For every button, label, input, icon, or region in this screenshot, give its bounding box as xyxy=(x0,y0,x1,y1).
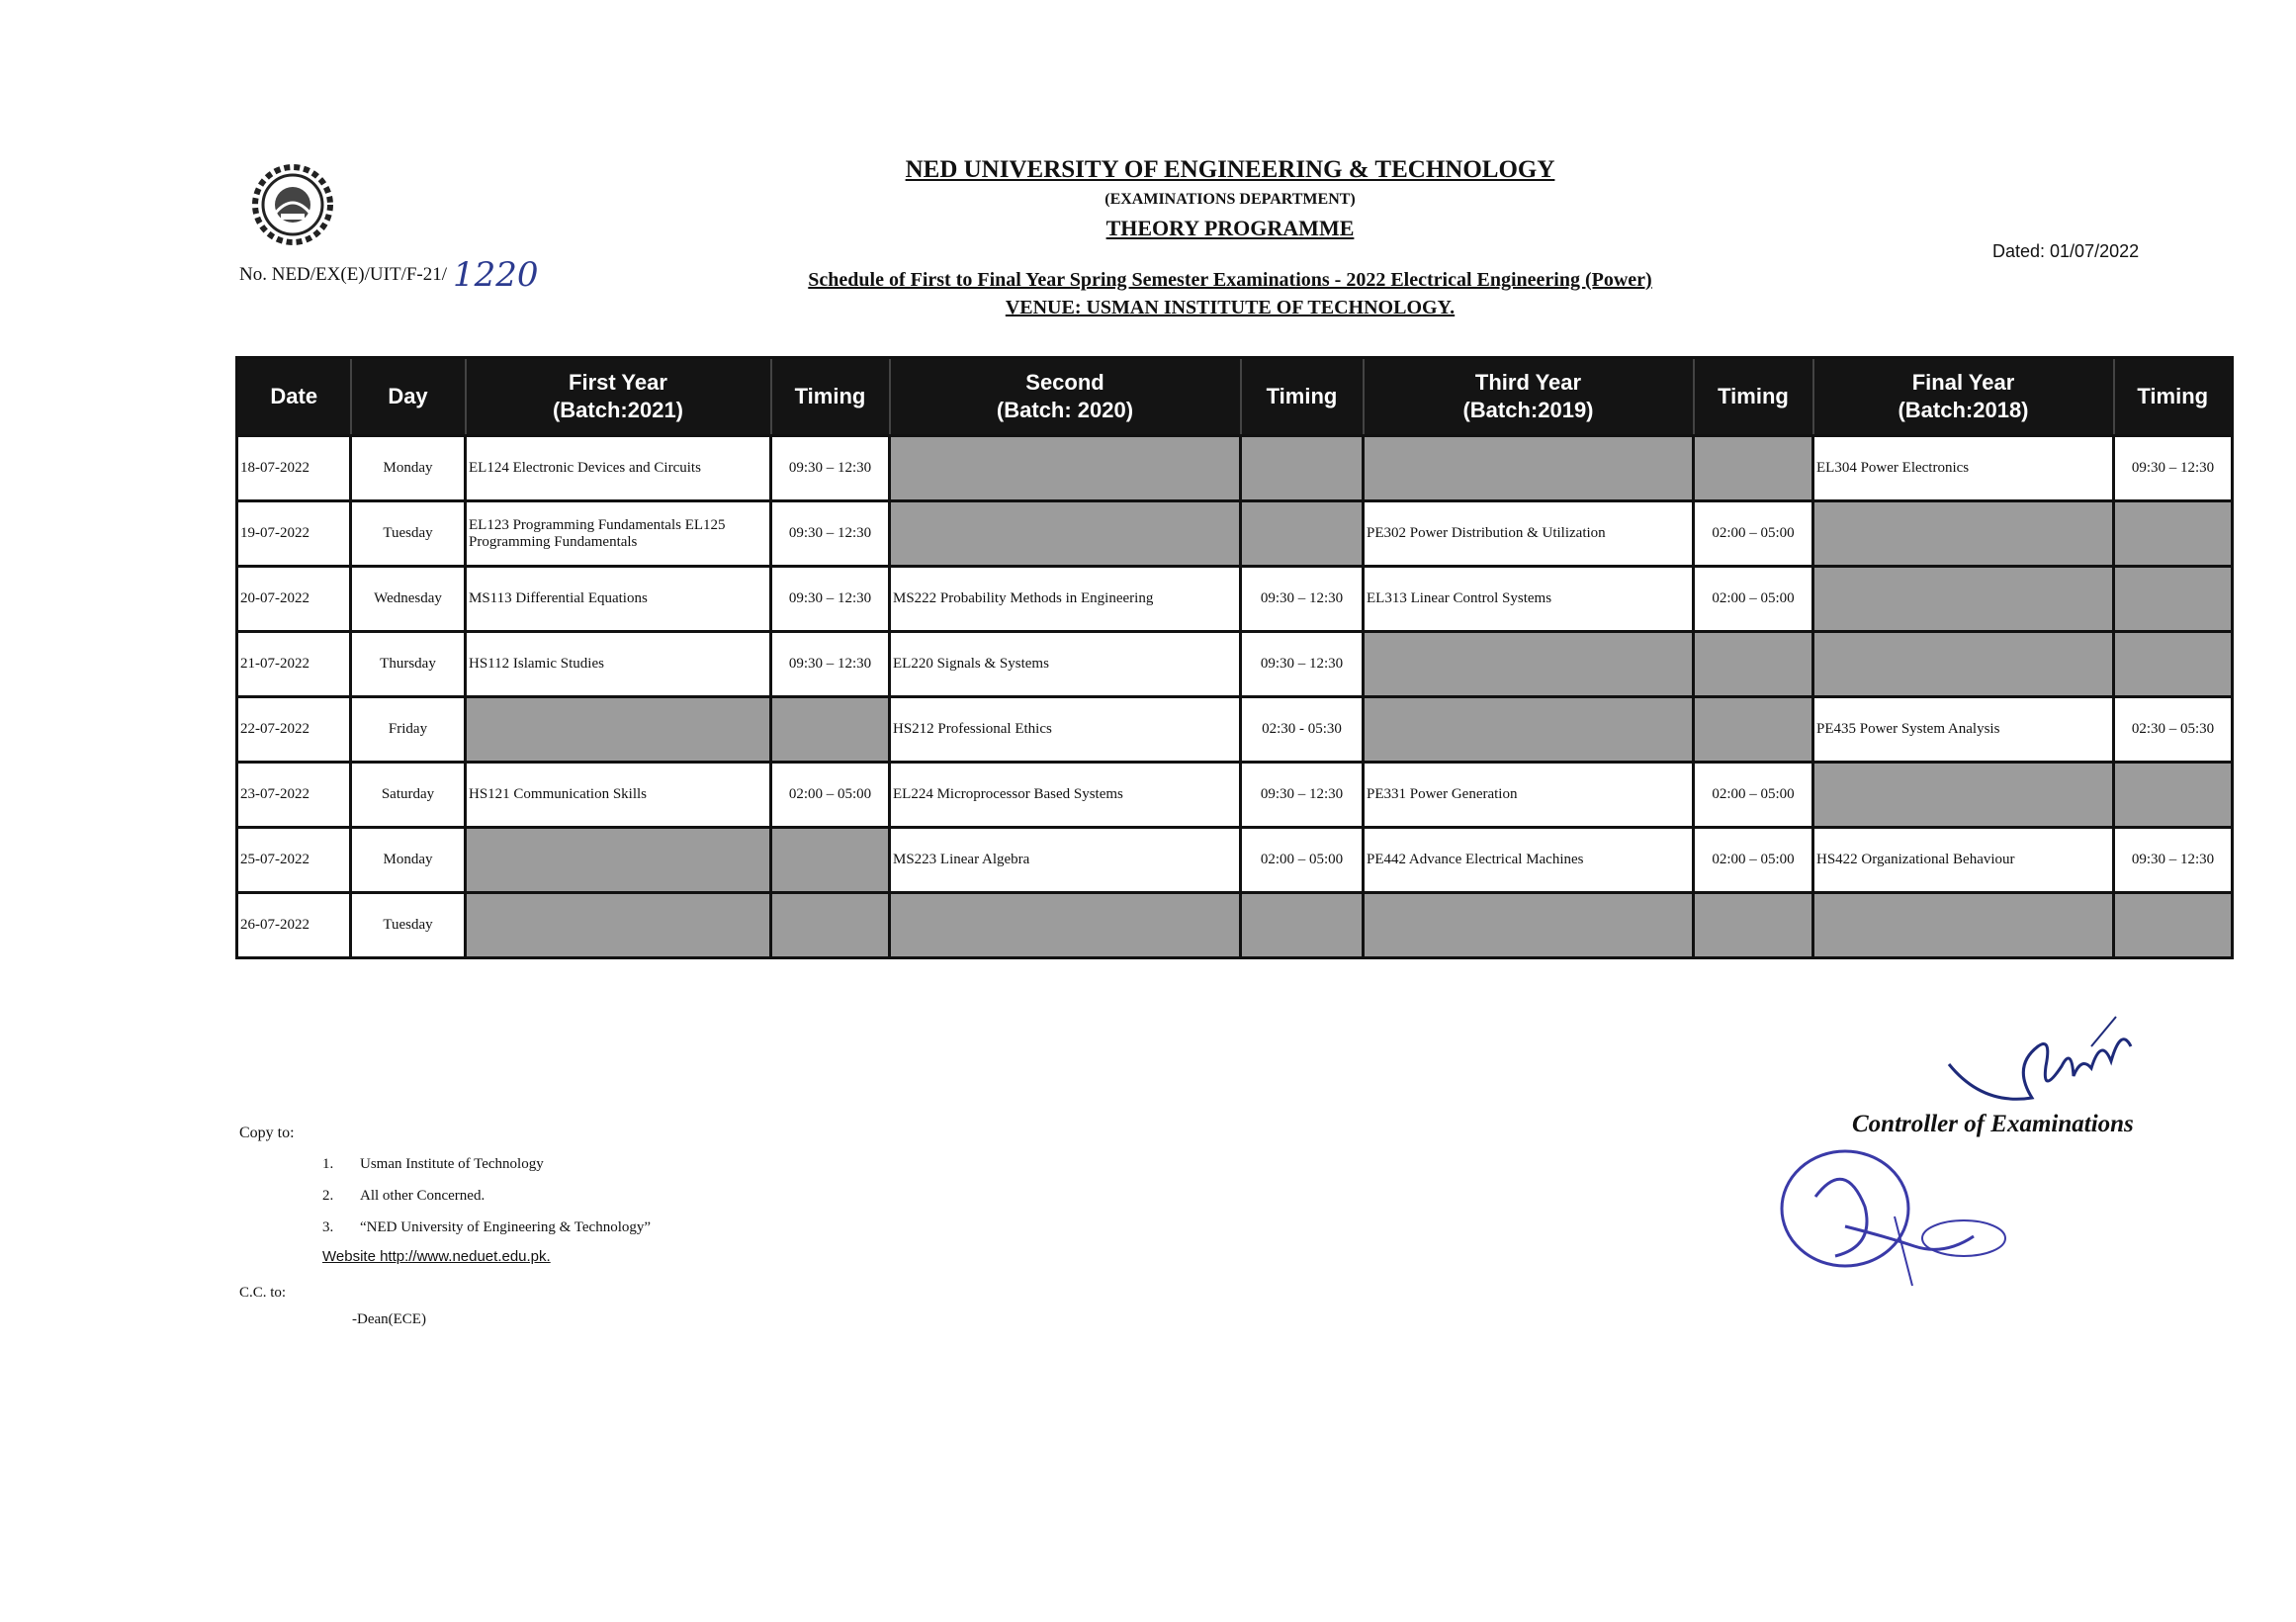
row-date: 21-07-2022 xyxy=(237,632,351,697)
row-day: Tuesday xyxy=(351,501,466,567)
second-year-timing: 02:30 - 05:30 xyxy=(1241,697,1364,763)
col-header-timing-1: Timing xyxy=(771,358,890,436)
second-year-timing: 09:30 – 12:30 xyxy=(1241,567,1364,632)
third-year-timing xyxy=(1694,436,1813,501)
second-year-timing: 09:30 – 12:30 xyxy=(1241,763,1364,828)
second-year-timing xyxy=(1241,436,1364,501)
final-year-course xyxy=(1813,893,2114,958)
final-year-timing xyxy=(2114,632,2233,697)
reference-handwritten-number: 1220 xyxy=(453,255,539,295)
first-year-label: First Year xyxy=(569,370,667,395)
recipient-number: 2. xyxy=(322,1188,334,1204)
second-year-course xyxy=(890,501,1241,567)
recipient-item xyxy=(322,1156,544,1173)
third-year-course xyxy=(1364,893,1694,958)
signature-icon xyxy=(1943,1007,2161,1116)
second-year-course: MS222 Probability Methods in Engineering xyxy=(890,567,1241,632)
recipient-item xyxy=(322,1188,485,1205)
final-year-course xyxy=(1813,501,2114,567)
department-title: (EXAMINATIONS DEPARTMENT) xyxy=(1104,191,1356,208)
second-year-course: EL220 Signals & Systems xyxy=(890,632,1241,697)
first-year-course xyxy=(466,697,771,763)
website-link[interactable]: Website http://www.neduet.edu.pk. xyxy=(322,1248,551,1265)
first-year-timing: 02:00 – 05:00 xyxy=(771,763,890,828)
row-date: 22-07-2022 xyxy=(237,697,351,763)
table-row xyxy=(237,893,2233,958)
table-row xyxy=(237,763,2233,828)
final-year-label: Final Year xyxy=(1911,370,2015,395)
second-year-batch: (Batch: 2020) xyxy=(996,398,1134,422)
recipient-text: “NED University of Engineering & Technology” xyxy=(360,1219,652,1235)
second-year-course xyxy=(890,893,1241,958)
col-header-date: Date xyxy=(237,358,351,436)
first-year-timing: 09:30 – 12:30 xyxy=(771,436,890,501)
third-year-course xyxy=(1364,697,1694,763)
table-row xyxy=(237,828,2233,893)
third-year-course: PE331 Power Generation xyxy=(1364,763,1694,828)
second-year-timing xyxy=(1241,893,1364,958)
row-date: 26-07-2022 xyxy=(237,893,351,958)
second-year-course xyxy=(890,436,1241,501)
first-year-timing: 09:30 – 12:30 xyxy=(771,501,890,567)
final-year-course xyxy=(1813,632,2114,697)
schedule-title: Schedule of First to Final Year Spring Semester Examinations - 2022 Electrical Engineering (Power) xyxy=(808,269,1652,291)
final-year-timing: 02:30 – 05:30 xyxy=(2114,697,2233,763)
row-day: Saturday xyxy=(351,763,466,828)
first-year-course: MS113 Differential Equations xyxy=(466,567,771,632)
final-year-timing xyxy=(2114,567,2233,632)
final-year-timing xyxy=(2114,501,2233,567)
table-row xyxy=(237,436,2233,501)
cc-label: C.C. to: xyxy=(239,1285,287,1301)
official-stamp-icon xyxy=(1776,1137,2023,1296)
row-day: Monday xyxy=(351,436,466,501)
row-date: 19-07-2022 xyxy=(237,501,351,567)
first-year-timing xyxy=(771,893,890,958)
final-year-course: PE435 Power System Analysis xyxy=(1813,697,2114,763)
controller-title: Controller of Examinations xyxy=(1852,1111,2134,1137)
second-year-label: Second xyxy=(1025,370,1104,395)
row-day: Tuesday xyxy=(351,893,466,958)
col-header-first-year xyxy=(466,358,771,436)
first-year-course: HS121 Communication Skills xyxy=(466,763,771,828)
first-year-timing: 09:30 – 12:30 xyxy=(771,567,890,632)
third-year-timing: 02:00 – 05:00 xyxy=(1694,828,1813,893)
recipient-item xyxy=(322,1219,651,1236)
second-year-timing: 02:00 – 05:00 xyxy=(1241,828,1364,893)
third-year-course xyxy=(1364,632,1694,697)
final-year-timing: 09:30 – 12:30 xyxy=(2114,828,2233,893)
exam-schedule-table xyxy=(235,356,2234,959)
reference-prefix: No. NED/EX(E)/UIT/F-21/ xyxy=(239,264,448,285)
first-year-batch: (Batch:2021) xyxy=(552,398,684,422)
first-year-course xyxy=(466,893,771,958)
col-header-final-year xyxy=(1813,358,2114,436)
table-row xyxy=(237,632,2233,697)
cc-dean: -Dean(ECE) xyxy=(352,1311,426,1327)
third-year-timing xyxy=(1694,893,1813,958)
recipient-text: Usman Institute of Technology xyxy=(360,1156,544,1172)
third-year-timing: 02:00 – 05:00 xyxy=(1694,763,1813,828)
programme-title: THEORY PROGRAMME xyxy=(1105,216,1355,240)
second-year-course: MS223 Linear Algebra xyxy=(890,828,1241,893)
first-year-course: EL123 Programming Fundamentals EL125 Programming Fundamentals xyxy=(466,501,771,567)
row-day: Thursday xyxy=(351,632,466,697)
second-year-course: EL224 Microprocessor Based Systems xyxy=(890,763,1241,828)
first-year-course xyxy=(466,828,771,893)
final-year-course xyxy=(1813,763,2114,828)
first-year-timing: 09:30 – 12:30 xyxy=(771,632,890,697)
recipient-number: 3. xyxy=(322,1219,334,1235)
third-year-timing xyxy=(1694,697,1813,763)
third-year-timing: 02:00 – 05:00 xyxy=(1694,501,1813,567)
table-row xyxy=(237,501,2233,567)
row-day: Monday xyxy=(351,828,466,893)
recipient-text: All other Concerned. xyxy=(360,1188,486,1204)
third-year-timing xyxy=(1694,632,1813,697)
final-year-course: HS422 Organizational Behaviour xyxy=(1813,828,2114,893)
table-row xyxy=(237,567,2233,632)
final-year-batch: (Batch:2018) xyxy=(1898,398,2029,422)
final-year-course xyxy=(1813,567,2114,632)
table-row xyxy=(237,697,2233,763)
third-year-course: PE302 Power Distribution & Utilization xyxy=(1364,501,1694,567)
final-year-timing xyxy=(2114,893,2233,958)
copy-to-label: Copy to: xyxy=(239,1125,295,1141)
table-header-row xyxy=(237,358,2233,436)
first-year-timing xyxy=(771,828,890,893)
university-title: NED UNIVERSITY OF ENGINEERING & TECHNOLOGY xyxy=(905,156,1555,183)
first-year-course: EL124 Electronic Devices and Circuits xyxy=(466,436,771,501)
row-date: 18-07-2022 xyxy=(237,436,351,501)
final-year-timing: 09:30 – 12:30 xyxy=(2114,436,2233,501)
col-header-timing-2: Timing xyxy=(1241,358,1364,436)
row-date: 23-07-2022 xyxy=(237,763,351,828)
row-day: Wednesday xyxy=(351,567,466,632)
third-year-course: PE442 Advance Electrical Machines xyxy=(1364,828,1694,893)
first-year-course: HS112 Islamic Studies xyxy=(466,632,771,697)
third-year-course: EL313 Linear Control Systems xyxy=(1364,567,1694,632)
final-year-timing xyxy=(2114,763,2233,828)
final-year-course: EL304 Power Electronics xyxy=(1813,436,2114,501)
col-header-third-year xyxy=(1364,358,1694,436)
col-header-timing-3: Timing xyxy=(1694,358,1813,436)
col-header-day: Day xyxy=(351,358,466,436)
recipient-number: 1. xyxy=(322,1156,334,1172)
third-year-timing: 02:00 – 05:00 xyxy=(1694,567,1813,632)
row-date: 20-07-2022 xyxy=(237,567,351,632)
dated-text: Dated: 01/07/2022 xyxy=(1992,241,2140,261)
venue-title: VENUE: USMAN INSTITUTE OF TECHNOLOGY. xyxy=(1005,297,1456,318)
third-year-batch: (Batch:2019) xyxy=(1462,398,1594,422)
row-day: Friday xyxy=(351,697,466,763)
row-date: 25-07-2022 xyxy=(237,828,351,893)
third-year-label: Third Year xyxy=(1474,370,1582,395)
col-header-second-year xyxy=(890,358,1241,436)
second-year-timing: 09:30 – 12:30 xyxy=(1241,632,1364,697)
second-year-timing xyxy=(1241,501,1364,567)
col-header-timing-4: Timing xyxy=(2114,358,2233,436)
second-year-course: HS212 Professional Ethics xyxy=(890,697,1241,763)
first-year-timing xyxy=(771,697,890,763)
third-year-course xyxy=(1364,436,1694,501)
